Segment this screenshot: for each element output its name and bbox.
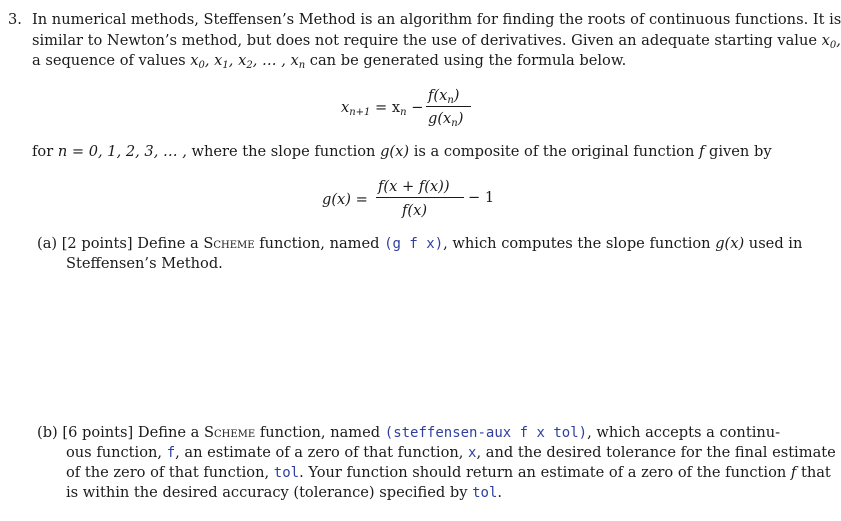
part-a-text3: , which computes the slope function	[443, 235, 716, 252]
mid-text-e: is a composite of the original function	[409, 143, 699, 160]
intro-line-3-text-b: can be generated using the formula below.	[305, 52, 627, 69]
part-a-points: [2 points]	[61, 235, 133, 252]
part-b-text2: function, named	[255, 424, 385, 441]
f-symbol: f	[699, 143, 705, 160]
part-b-line4-a: is within the desired accuracy (tolerance) specified by	[66, 484, 473, 501]
part-b-text1: Define a	[133, 424, 204, 441]
formula1-eq-sub: n	[400, 107, 407, 118]
formula1-denominator	[428, 109, 463, 129]
part-b-line3-a: of the zero of that function,	[66, 464, 274, 481]
part-a-g-expr: g(x)	[715, 235, 745, 252]
intro-line-3	[32, 51, 626, 71]
part-b-line-4	[66, 483, 502, 504]
intro-line-3-text-a: a sequence of values	[32, 52, 191, 69]
part-b-text3: , which accepts a continu-	[587, 424, 781, 441]
formula1-num-text: f(x	[428, 87, 448, 104]
part-b-line-2	[66, 443, 836, 464]
part-a-text2: function, named	[254, 235, 385, 252]
mid-text-a: for	[32, 143, 58, 160]
part-b-code: (steffensen-aux f x tol)	[384, 425, 588, 441]
part-b-label: (b)	[37, 424, 58, 441]
part-a-label: (a)	[37, 235, 58, 252]
formula1-num-sub: n	[447, 95, 454, 106]
part-b-line3-c: that	[796, 464, 831, 481]
intro-line-2-text: similar to Newton’s method, but does not require the use of derivatives. Given an adequate starting value	[32, 32, 822, 49]
formula2-numerator: f(x + f(x))	[378, 178, 450, 195]
formula1-lhs	[341, 98, 424, 118]
formula2-denominator: f(x)	[402, 202, 428, 219]
formula1-eq: = x	[370, 99, 401, 116]
part-b-line2-b: , an estimate of a zero of that function,	[175, 444, 469, 461]
formula2-fraction-bar	[376, 197, 464, 198]
part-b-line2-a: ous function,	[66, 444, 167, 461]
part-b-line-1	[37, 423, 780, 444]
part-b-points: [6 points]	[62, 424, 134, 441]
problem-number: 3.	[8, 11, 22, 28]
formula1-num-close: )	[453, 87, 460, 104]
formula1-den-text: g(x	[428, 110, 452, 127]
formula1-fraction-bar	[426, 106, 471, 107]
part-b-code-x: x	[468, 445, 477, 461]
formula2-lhs: g(x) =	[322, 191, 368, 208]
part-b-line4-b: .	[497, 484, 503, 501]
part-b-line3-b: . Your function should return an estimate of a zero of the function	[299, 464, 791, 481]
part-b-code-tol: tol	[273, 465, 300, 481]
formula1-minus: −	[406, 99, 424, 116]
part-a-line-1	[37, 234, 802, 255]
slope-intro-line	[32, 142, 772, 162]
formula2-tail: − 1	[468, 189, 495, 206]
part-a-text1: Define a	[132, 235, 204, 252]
scheme-word: Scheme	[203, 235, 255, 252]
mid-text-g: given by	[704, 143, 772, 160]
g-of-x: g(x)	[380, 143, 410, 160]
formula1-lhs-var: x	[341, 99, 350, 116]
part-b-code-tol-2: tol	[472, 485, 498, 501]
formula1-numerator	[428, 86, 459, 106]
intro-line-1: In numerical methods, Steffensen’s Method is an algorithm for finding the roots of continuous functions. It is	[32, 11, 841, 28]
formula1-den-close: )	[457, 110, 464, 127]
part-a-code: (g f x)	[384, 236, 444, 252]
part-b-line-3	[66, 463, 831, 484]
x0-symbol: $x_0$,	[821, 32, 841, 51]
part-a-text4: used in	[744, 235, 803, 252]
formula1-lhs-sub: n+1	[349, 107, 371, 118]
intro-line-2	[32, 31, 841, 51]
n-values: n = 0, 1, 2, 3, … ,	[57, 143, 187, 160]
part-b-f-symbol: f	[790, 464, 797, 481]
part-b-line2-c: , and the desired tolerance for the final estimate	[476, 444, 836, 461]
part-a-line-2: Steffensen’s Method.	[66, 255, 223, 272]
scheme-word: Scheme	[203, 424, 256, 441]
formula1-den-sub: n	[451, 118, 458, 129]
part-b-code-f: f	[166, 445, 176, 461]
sequence-symbols: $x_0$, $x_1$, $x_2$, … , $x_n$	[190, 52, 306, 71]
mid-text-c: where the slope function	[186, 143, 381, 160]
